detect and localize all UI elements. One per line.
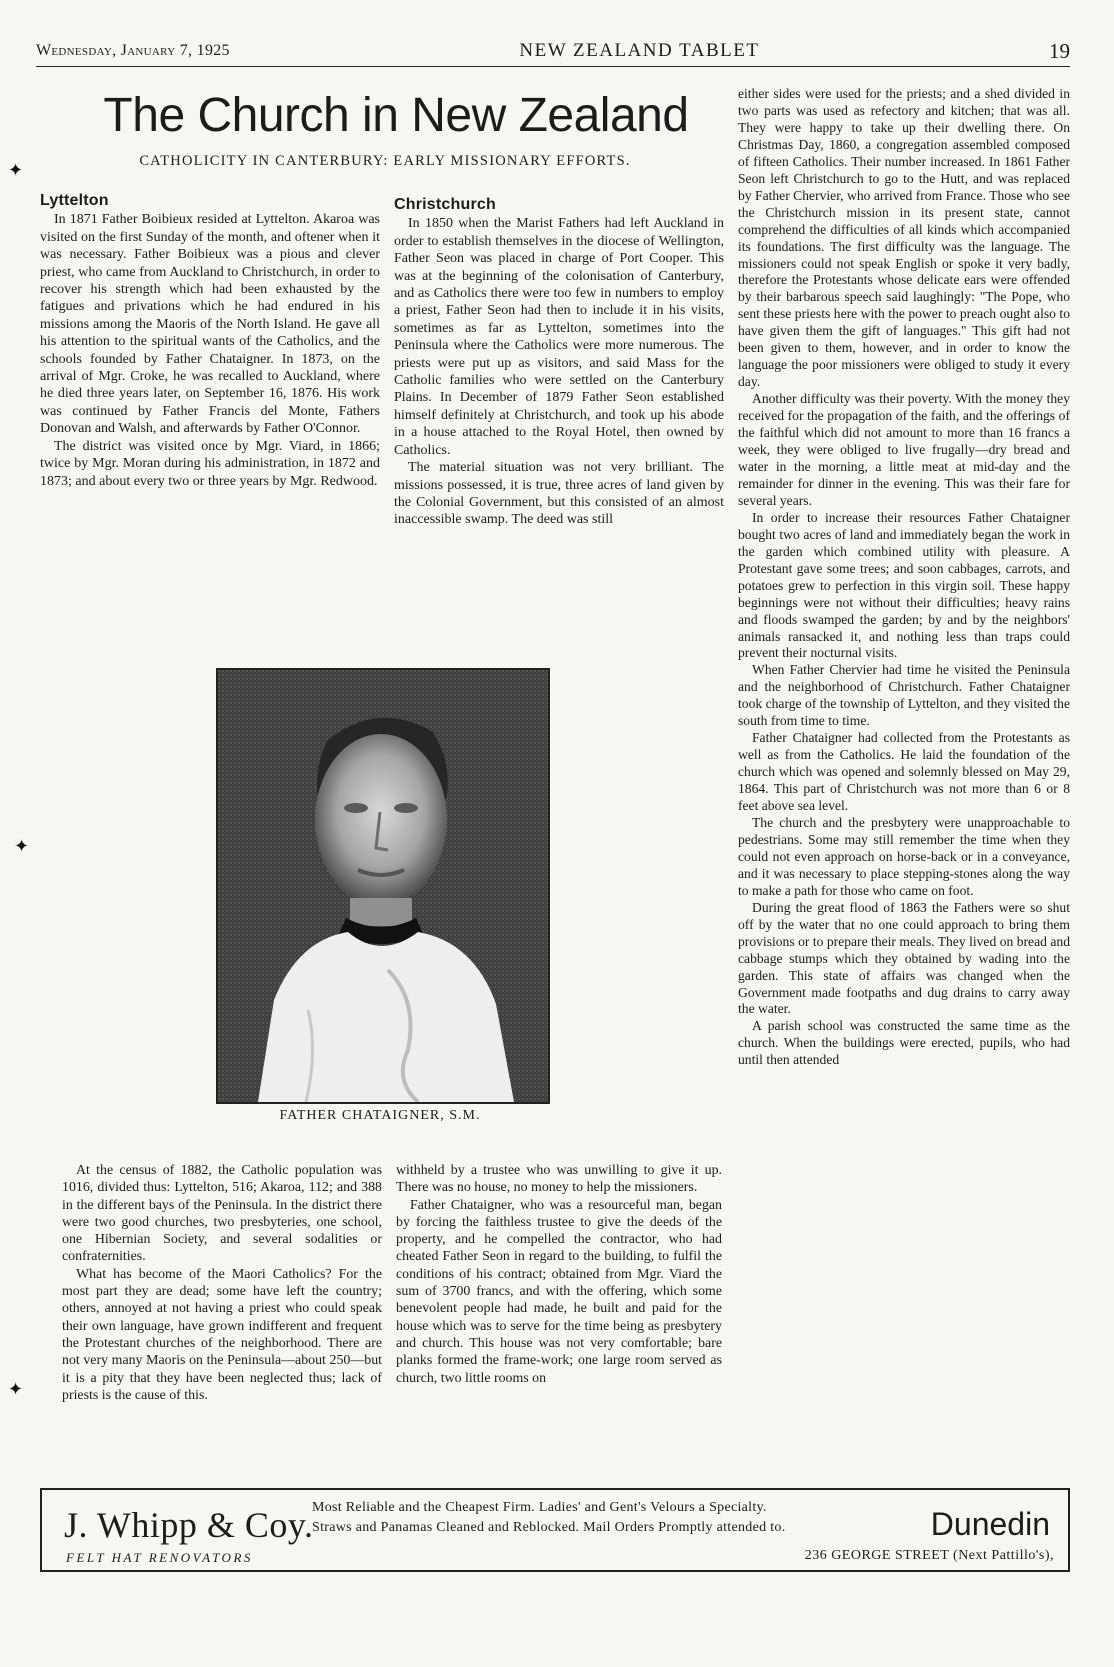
advertisement-box [40, 1488, 1070, 1572]
ad-line-1: Most Reliable and the Cheapest Firm. Ladies' and Gent's Velours a Specialty. [312, 1500, 767, 1515]
margin-mark-icon: ✦ [14, 836, 30, 856]
portrait-image [218, 670, 548, 1102]
right-paragraph-2: Another difficulty was their poverty. With the money they received for the propagation of the faith, and the offerings of the faithful which did not amount to more than 16 francs a week, they were obliged to live frugally—dry bread and water in the morning, a little meat at mid-day and the remainder for dinner in the evening. This was their fare for several years. [738, 391, 1070, 508]
ad-firm-name: J. Whipp & Coy. [64, 1505, 314, 1545]
article-title: The Church in New Zealand [103, 89, 689, 142]
margin-mark-icon: ✦ [8, 160, 24, 180]
right-paragraph-7: During the great flood of 1863 the Fathers were so shut off by the water that no one could approach to bring them provisions or to prepare their meals. They lived on bread and cabbage stumps which they obtained by wading into the garden. This state of affairs was changed when the Government made footpaths and dug drains to carry away the water. [738, 899, 1070, 1017]
lyttelton-section [40, 192, 380, 490]
masthead: NEW ZEALAND TABLET [519, 40, 760, 61]
chataigner-paragraph: Father Chataigner, who was a resourceful man, began by forcing the faithless trustee to give the deeds of the property, and he compelled the contractor, who had cheated Father Seon in regard to the building, to fulfil the conditions of his contract; obtained from Mgr. Viard the sum of 3700 francs, and with the offering, which some benevolent people had made, he built and paid for the house which was to serve for the time being as presbytery and church. This house was not very comfortable; bare planks formed the frame-work; one large room served as church, two little rooms on [396, 1197, 722, 1386]
lower-middle-column [396, 1162, 722, 1387]
right-paragraph-8: A parish school was constructed the same time as the church. When the buildings were erected, pupils, who had until then attended [738, 1018, 1070, 1068]
portrait-photo [216, 668, 550, 1104]
christchurch-paragraph-2: The material situation was not very brilliant. The missions possessed, it is true, three acres of land given by the Colonial Government, but this consisted of an almost inaccessible swamp. The deed was still [394, 460, 724, 528]
christchurch-section [394, 196, 724, 529]
ad-city: Dunedin [930, 1506, 1050, 1542]
lyttelton-paragraph-2: The district was visited once by Mgr. Viard, in 1866; twice by Mgr. Moran during his administration, in 1872 and 1873; and about every two or three years by Mgr. Redwood. [40, 438, 380, 489]
lyttelton-paragraph-1: In 1871 Father Boibieux resided at Lyttelton. Akaroa was visited on the first Sunday of the month, and oftener when it was necessary. Father Boibieux was a pious and clever priest, who came from Auckland to Christchurch, in order to recover his strength which had been exhausted by the fatigues and privations which he had endured in his missions among the Maoris of the North Island. He gave all his attention to the spiritual wants of the Catholics, and the schools founded by Father Chataigner. In 1873, on the arrival of Mgr. Croke, he was recalled to Auckland, where he died three years later, on September 16, 1876. His work was continued by Father Francis del Monte, Fathers Donovan and Walsh, and afterwards by Father O'Connor. [40, 212, 380, 437]
lyttelton-heading: Lyttelton [40, 192, 109, 209]
page-header [36, 34, 1070, 68]
ad-address: 236 GEORGE STREET (Next Pattillo's), [804, 1548, 1054, 1563]
issue-date: Wednesday, January 7, 1925 [36, 42, 230, 59]
ad-trade: FELT HAT RENOVATORS [66, 1550, 253, 1565]
page-number: 19 [1048, 38, 1070, 63]
header-rule [36, 66, 1070, 67]
right-paragraph-5: Father Chataigner had collected from the Protestants as well as from the Catholics. He laid the foundation of the church which was opened and solemnly blessed on May 29, 1864. This part of Christchurch was not more than 6 or 8 feet above sea level. [738, 730, 1070, 814]
margin-mark-icon: ✦ [8, 1379, 24, 1399]
right-paragraph-1: either sides were used for the priests; and a shed divided in two parts was used as refectory and kitchen; that was all. They were happy to take up their dwelling there. On Christmas Day, 1860, a congregation assembled composed of fifteen Catholics. Their number increased. In 1861 Father Seon left Christchurch to go to the Hutt, and was replaced by Father Chervier, who arrived from France. Those who see the Christchurch mission in its present state, cannot comprehend the difficulties of all kinds which accompanied its foundations. The first difficulty was the language. The missioners could not speak English or spoke it very badly, therefore the Protestants whose delicate ears were offended by their barbarous speech said laughingly: "The Pope, who sent these priests here with the power to preach ought also to have given them the gift of languages." This gift had not been given to them, however, and in order to know the language the poor missioners were obliged to study it every day. [738, 86, 1070, 390]
trustee-paragraph: withheld by a trustee who was unwilling to give it up. There was no house, no money to help the missioners. [396, 1163, 722, 1196]
article-subtitle: CATHOLICITY IN CANTERBURY: EARLY MISSIONARY EFFORTS. [139, 153, 631, 169]
lower-left-column [62, 1162, 382, 1404]
right-paragraph-6: The church and the presbytery were unapproachable to pedestrians. Some may still remember the time when they could not even approach on horse-back or in a conveyance, and it was necessary to place stepping-stones along the way to make a path for those who came on foot. [738, 814, 1070, 898]
right-paragraph-4: When Father Chervier had time he visited the Peninsula and the neighborhood of Christchurch. Father Chataigner took charge of the township of Lyttelton, and they visited the south from time to time. [738, 662, 1070, 729]
photo-caption: FATHER CHATAIGNER, S.M. [279, 1108, 481, 1123]
right-paragraph-3: In order to increase their resources Father Chataigner bought two acres of land and immediately began the work in the garden which combined utility with pleasure. A Protestant gave some trees; and soon cabbages, carrots, and potatoes grew to perfection in this virgin soil. These happy beginnings were not without their difficulties; heavy rains and floods swamped the garden; by and by the neighbors' animals ransacked it, and nothing less than traps could prevent their nocturnal visits. [738, 509, 1070, 661]
christchurch-heading: Christchurch [394, 196, 496, 213]
right-column [738, 86, 1070, 1069]
christchurch-paragraph-1: In 1850 when the Marist Fathers had left Auckland in order to establish themselves in the diocese of Wellington, Father Seon was placed in charge of Port Cooper. This was at the beginning of the colonisation of Canterbury, and as Catholics there were too few in numbers to employ a priest, Father Seon had then to include it in his visits, sometimes as far as Lyttelton, sometimes into the Peninsula where the Catholics were more numerous. The priests were put up as visitors, and said Mass for the Catholic families who were settled on the Canterbury Plains. In December of 1879 Father Seon established himself definitely at Christchurch, and took up his abode in a house attached to the Royal Hotel, then owned by Catholics. [394, 216, 724, 458]
maori-catholics-paragraph: What has become of the Maori Catholics? For the most part they are dead; some have left the country; others, annoyed at not having a priest who could speak their own language, have grown indifferent and frequent the Protestant churches of the neighborhood. There are not very many Maoris on the Peninsula—about 250—but it is a pity that they have been neglected thus; lack of priests is the cause of this. [62, 1266, 382, 1403]
ad-line-2: Straws and Panamas Cleaned and Reblocked. Mail Orders Promptly attended to. [312, 1520, 786, 1535]
census-paragraph: At the census of 1882, the Catholic population was 1016, divided thus: Lyttelton, 516; Akaroa, 112; and 388 in the different bays of the Peninsula. In the district there were two good churches, two presbyteries, one school, one Hibernian Society, and several sodalities or confraternities. [62, 1163, 382, 1265]
